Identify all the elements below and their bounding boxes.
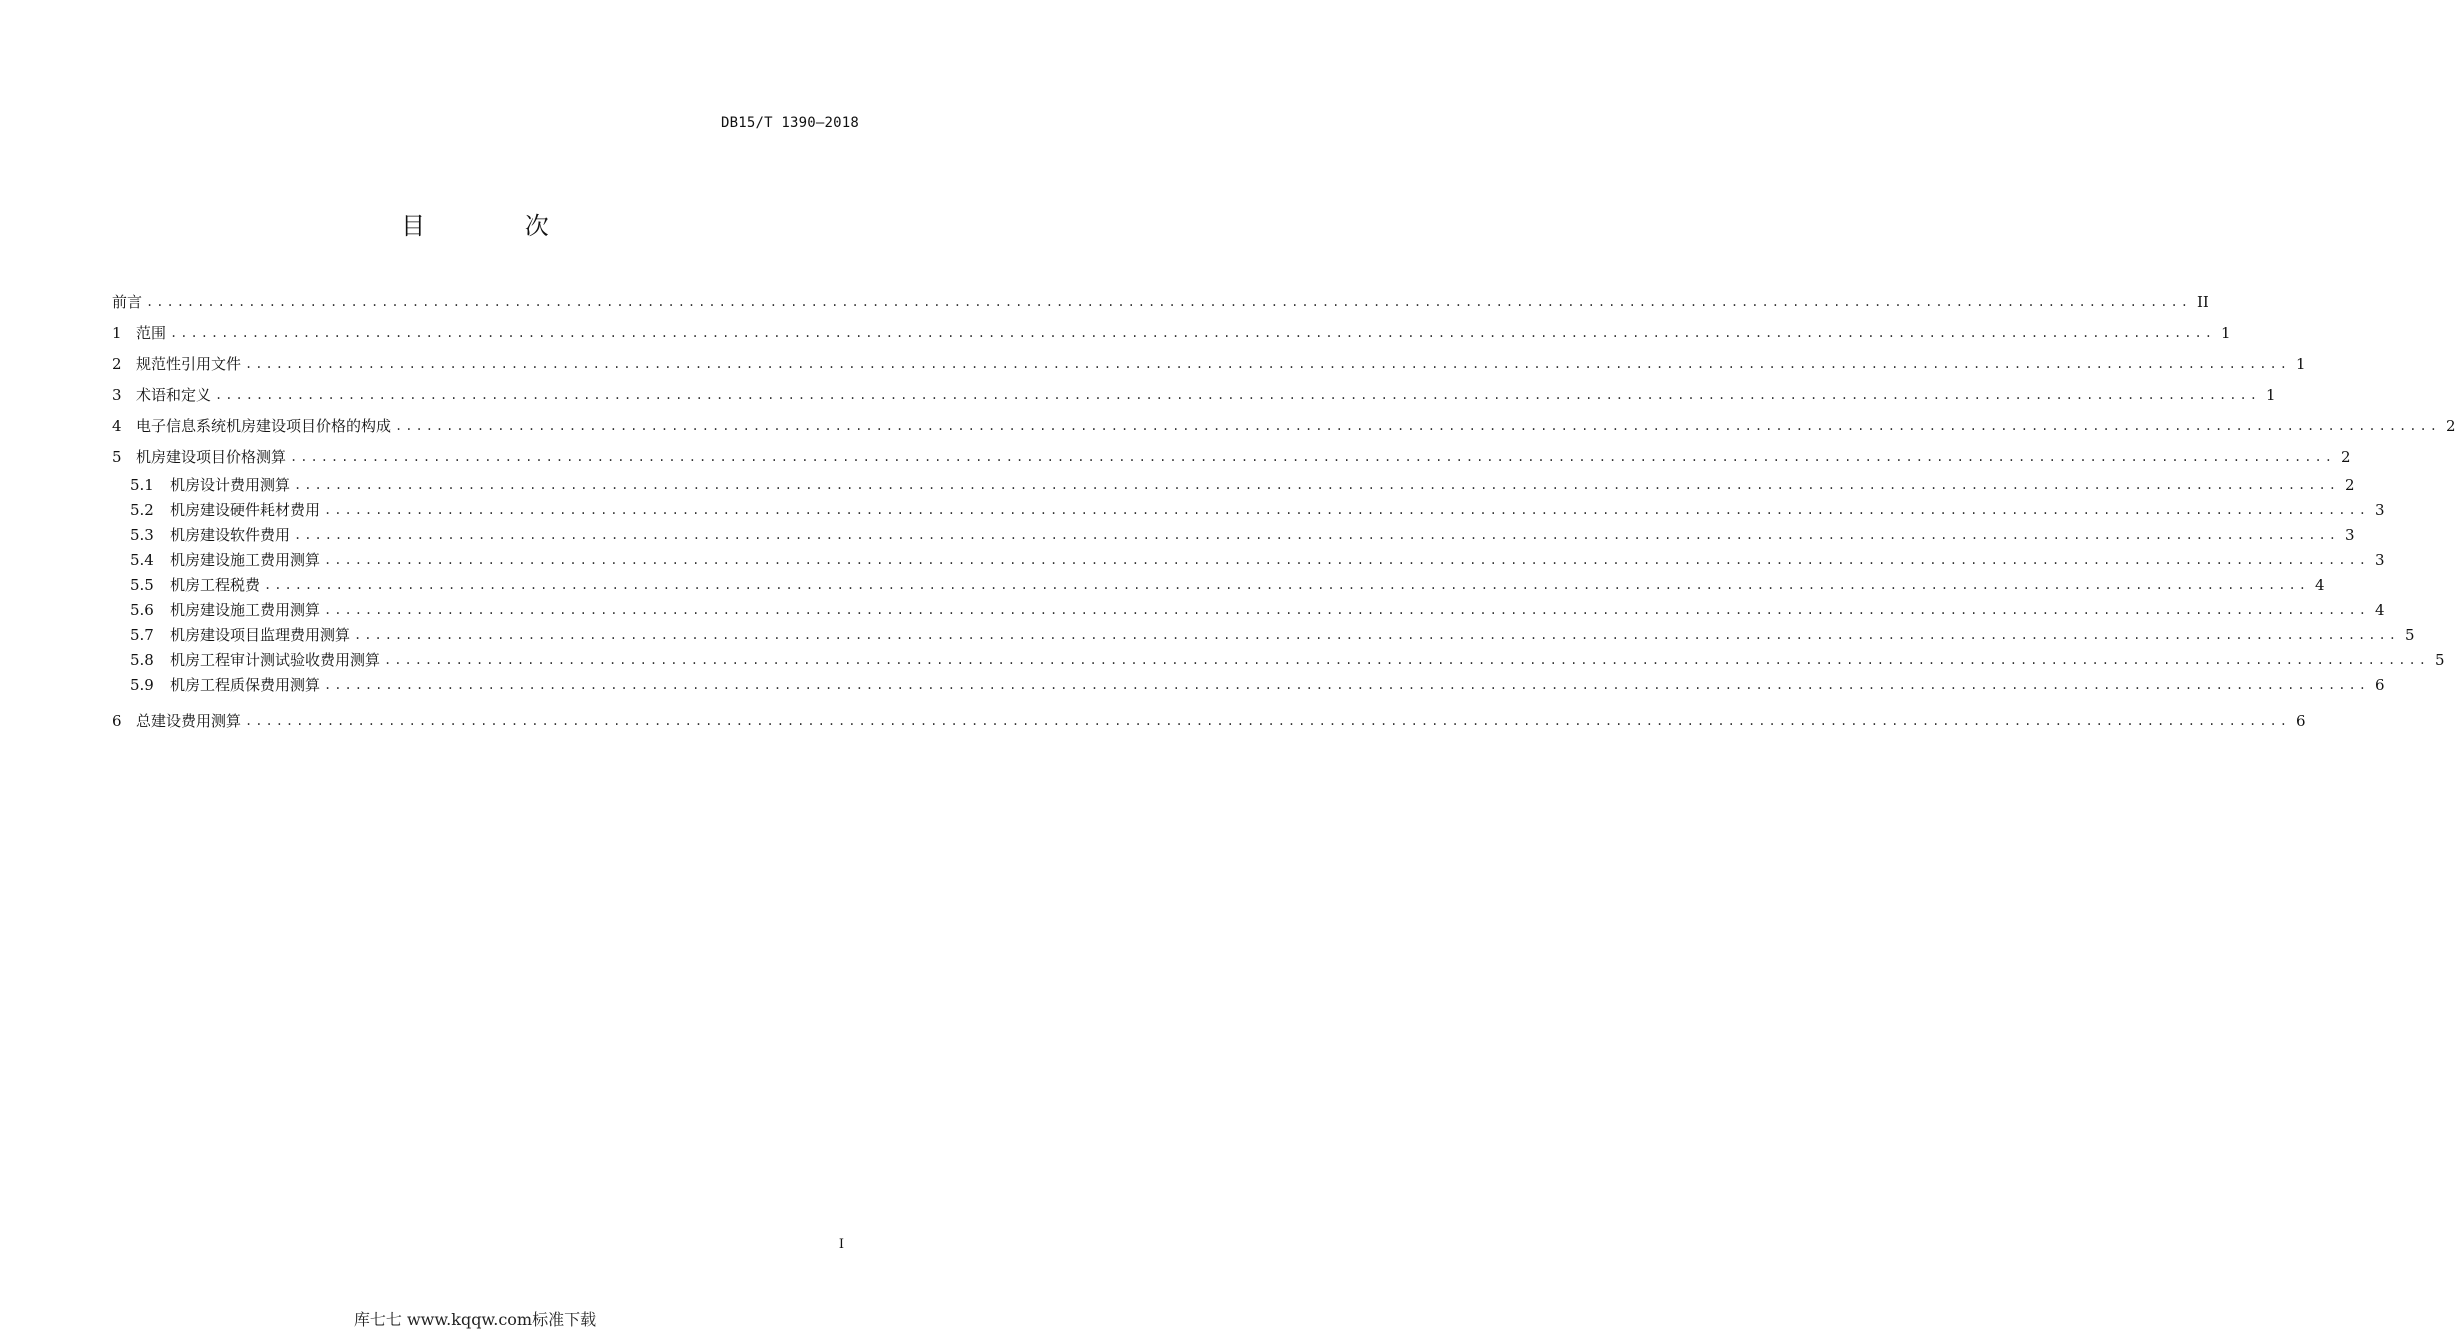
toc-entry-label: 机房建设项目监理费用测算: [170, 626, 351, 644]
toc-entry-text: [112, 322, 170, 343]
toc-entry-text: [130, 599, 324, 620]
toc-entry-text: [130, 499, 324, 520]
toc-entry-page: 4: [2374, 600, 2385, 619]
dot-leader: ........................................................................................................................................................................................................: [324, 552, 2369, 567]
toc-entry-label: 机房设计费用测算: [170, 476, 291, 494]
toc-entry-text: [130, 549, 324, 570]
toc-entry-number: 5.5: [130, 576, 154, 594]
toc-entry-page: 1: [2295, 354, 2306, 373]
dot-leader: ........................................................................................................................................................................................................: [324, 502, 2369, 517]
toc-entry-label: 总建设费用测算: [136, 712, 242, 730]
dot-leader: ........................................................................................................................................................................................................: [324, 677, 2369, 692]
toc-entry[interactable]: [112, 441, 2351, 472]
toc-entry-number: 2: [112, 355, 122, 373]
toc-entry-text: [112, 415, 395, 436]
page-number: I: [838, 1237, 844, 1252]
toc-entry-page: 6: [2374, 675, 2385, 694]
toc-entry-page: 5: [2434, 650, 2445, 669]
page-title: 目 次: [401, 212, 595, 240]
toc-entry-number: 5.6: [130, 601, 154, 619]
dot-leader: ........................................................................................................................................................................................................: [264, 577, 2309, 592]
toc-entry-text: [112, 384, 215, 405]
toc-entry-label: 范围: [136, 324, 167, 342]
toc-entry-number: 5.4: [130, 551, 154, 569]
toc-entry-label: 机房工程税费: [170, 576, 261, 594]
toc-entry[interactable]: [112, 597, 2385, 622]
toc-entry-label: 机房工程质保费用测算: [170, 676, 321, 694]
toc-entry-number: 3: [112, 386, 122, 404]
dot-leader: ........................................................................................................................................................................................................: [395, 418, 2440, 433]
dot-leader: ........................................................................................................................................................................................................: [245, 356, 2290, 371]
toc-entry[interactable]: [112, 379, 2276, 410]
dot-leader: ........................................................................................................................................................................................................: [294, 477, 2339, 492]
toc-entry-number: 1: [112, 324, 122, 342]
toc-entry-number: 5.9: [130, 676, 154, 694]
toc-entry[interactable]: [112, 348, 2306, 379]
toc-entry-number: 5.3: [130, 526, 154, 544]
toc-entry-number: 5.8: [130, 651, 154, 669]
toc-entry-label: 机房建设施工费用测算: [170, 601, 321, 619]
toc-entry-label: 术语和定义: [136, 386, 212, 404]
toc-entry-text: [130, 649, 384, 670]
toc-entry-number: 6: [112, 712, 122, 730]
footer-watermark: 库七七 www.kqqw.com标准下载: [353, 1310, 597, 1329]
toc-entry-number: 5.2: [130, 501, 154, 519]
dot-leader: ........................................................................................................................................................................................................: [245, 713, 2290, 728]
toc-entry[interactable]: [112, 497, 2385, 522]
toc-entry-text: [130, 474, 294, 495]
table-of-contents: [112, 286, 2455, 736]
toc-entry-page: 1: [2265, 385, 2276, 404]
dot-leader: ........................................................................................................................................................................................................: [384, 652, 2429, 667]
dot-leader: ........................................................................................................................................................................................................: [290, 449, 2335, 464]
toc-entry-label: 前言: [112, 293, 143, 311]
toc-entry-number: 4: [112, 417, 122, 435]
toc-entry-page: 6: [2295, 711, 2306, 730]
toc-entry[interactable]: [112, 547, 2385, 572]
toc-entry[interactable]: [112, 317, 2231, 348]
toc-entry-page: 5: [2404, 625, 2415, 644]
toc-entry-label: 机房建设施工费用测算: [170, 551, 321, 569]
toc-entry-page: 3: [2344, 525, 2355, 544]
toc-entry-label: 机房工程审计测试验收费用测算: [170, 651, 381, 669]
toc-entry-label: 规范性引用文件: [136, 355, 242, 373]
toc-entry[interactable]: [112, 705, 2306, 736]
toc-entry-label: 机房建设硬件耗材费用: [170, 501, 321, 519]
toc-entry-number: 5: [112, 448, 122, 466]
toc-entry-page: 2: [2340, 447, 2351, 466]
toc-entry-text: [112, 353, 245, 374]
dot-leader: ........................................................................................................................................................................................................: [324, 602, 2369, 617]
toc-entry-page: 2: [2445, 416, 2455, 435]
toc-entry-page: 3: [2374, 550, 2385, 569]
toc-entry[interactable]: [112, 472, 2355, 497]
toc-entry-text: [112, 291, 146, 312]
toc-entry-text: [112, 446, 290, 467]
toc-entry-text: [130, 574, 264, 595]
dot-leader: ........................................................................................................................................................................................................: [170, 325, 2215, 340]
toc-entry-text: [130, 674, 324, 695]
toc-entry[interactable]: [112, 647, 2445, 672]
toc-entry[interactable]: [112, 410, 2455, 441]
toc-entry-text: [130, 524, 294, 545]
toc-entry-page: 3: [2374, 500, 2385, 519]
toc-entry-page: 2: [2344, 475, 2355, 494]
toc-entry-text: [130, 624, 354, 645]
toc-entry[interactable]: [112, 286, 2209, 317]
document-code: DB15/T 1390—2018: [720, 115, 859, 131]
toc-entry[interactable]: [112, 622, 2415, 647]
dot-leader: ........................................................................................................................................................................................................: [146, 294, 2191, 309]
dot-leader: ........................................................................................................................................................................................................: [354, 627, 2399, 642]
toc-entry-page: 4: [2314, 575, 2325, 594]
toc-entry[interactable]: [112, 522, 2355, 547]
toc-entry-page: 1: [2220, 323, 2231, 342]
toc-entry-label: 机房建设软件费用: [170, 526, 291, 544]
toc-entry-label: 机房建设项目价格测算: [136, 448, 287, 466]
toc-entry-label: 电子信息系统机房建设项目价格的构成: [136, 417, 392, 435]
toc-entry-text: [112, 710, 245, 731]
toc-entry-page: II: [2196, 292, 2209, 311]
toc-entry[interactable]: [112, 572, 2325, 597]
toc-entry-number: 5.1: [130, 476, 154, 494]
dot-leader: ........................................................................................................................................................................................................: [294, 527, 2339, 542]
toc-entry-number: 5.7: [130, 626, 154, 644]
toc-entry[interactable]: [112, 672, 2385, 697]
dot-leader: ........................................................................................................................................................................................................: [215, 387, 2260, 402]
